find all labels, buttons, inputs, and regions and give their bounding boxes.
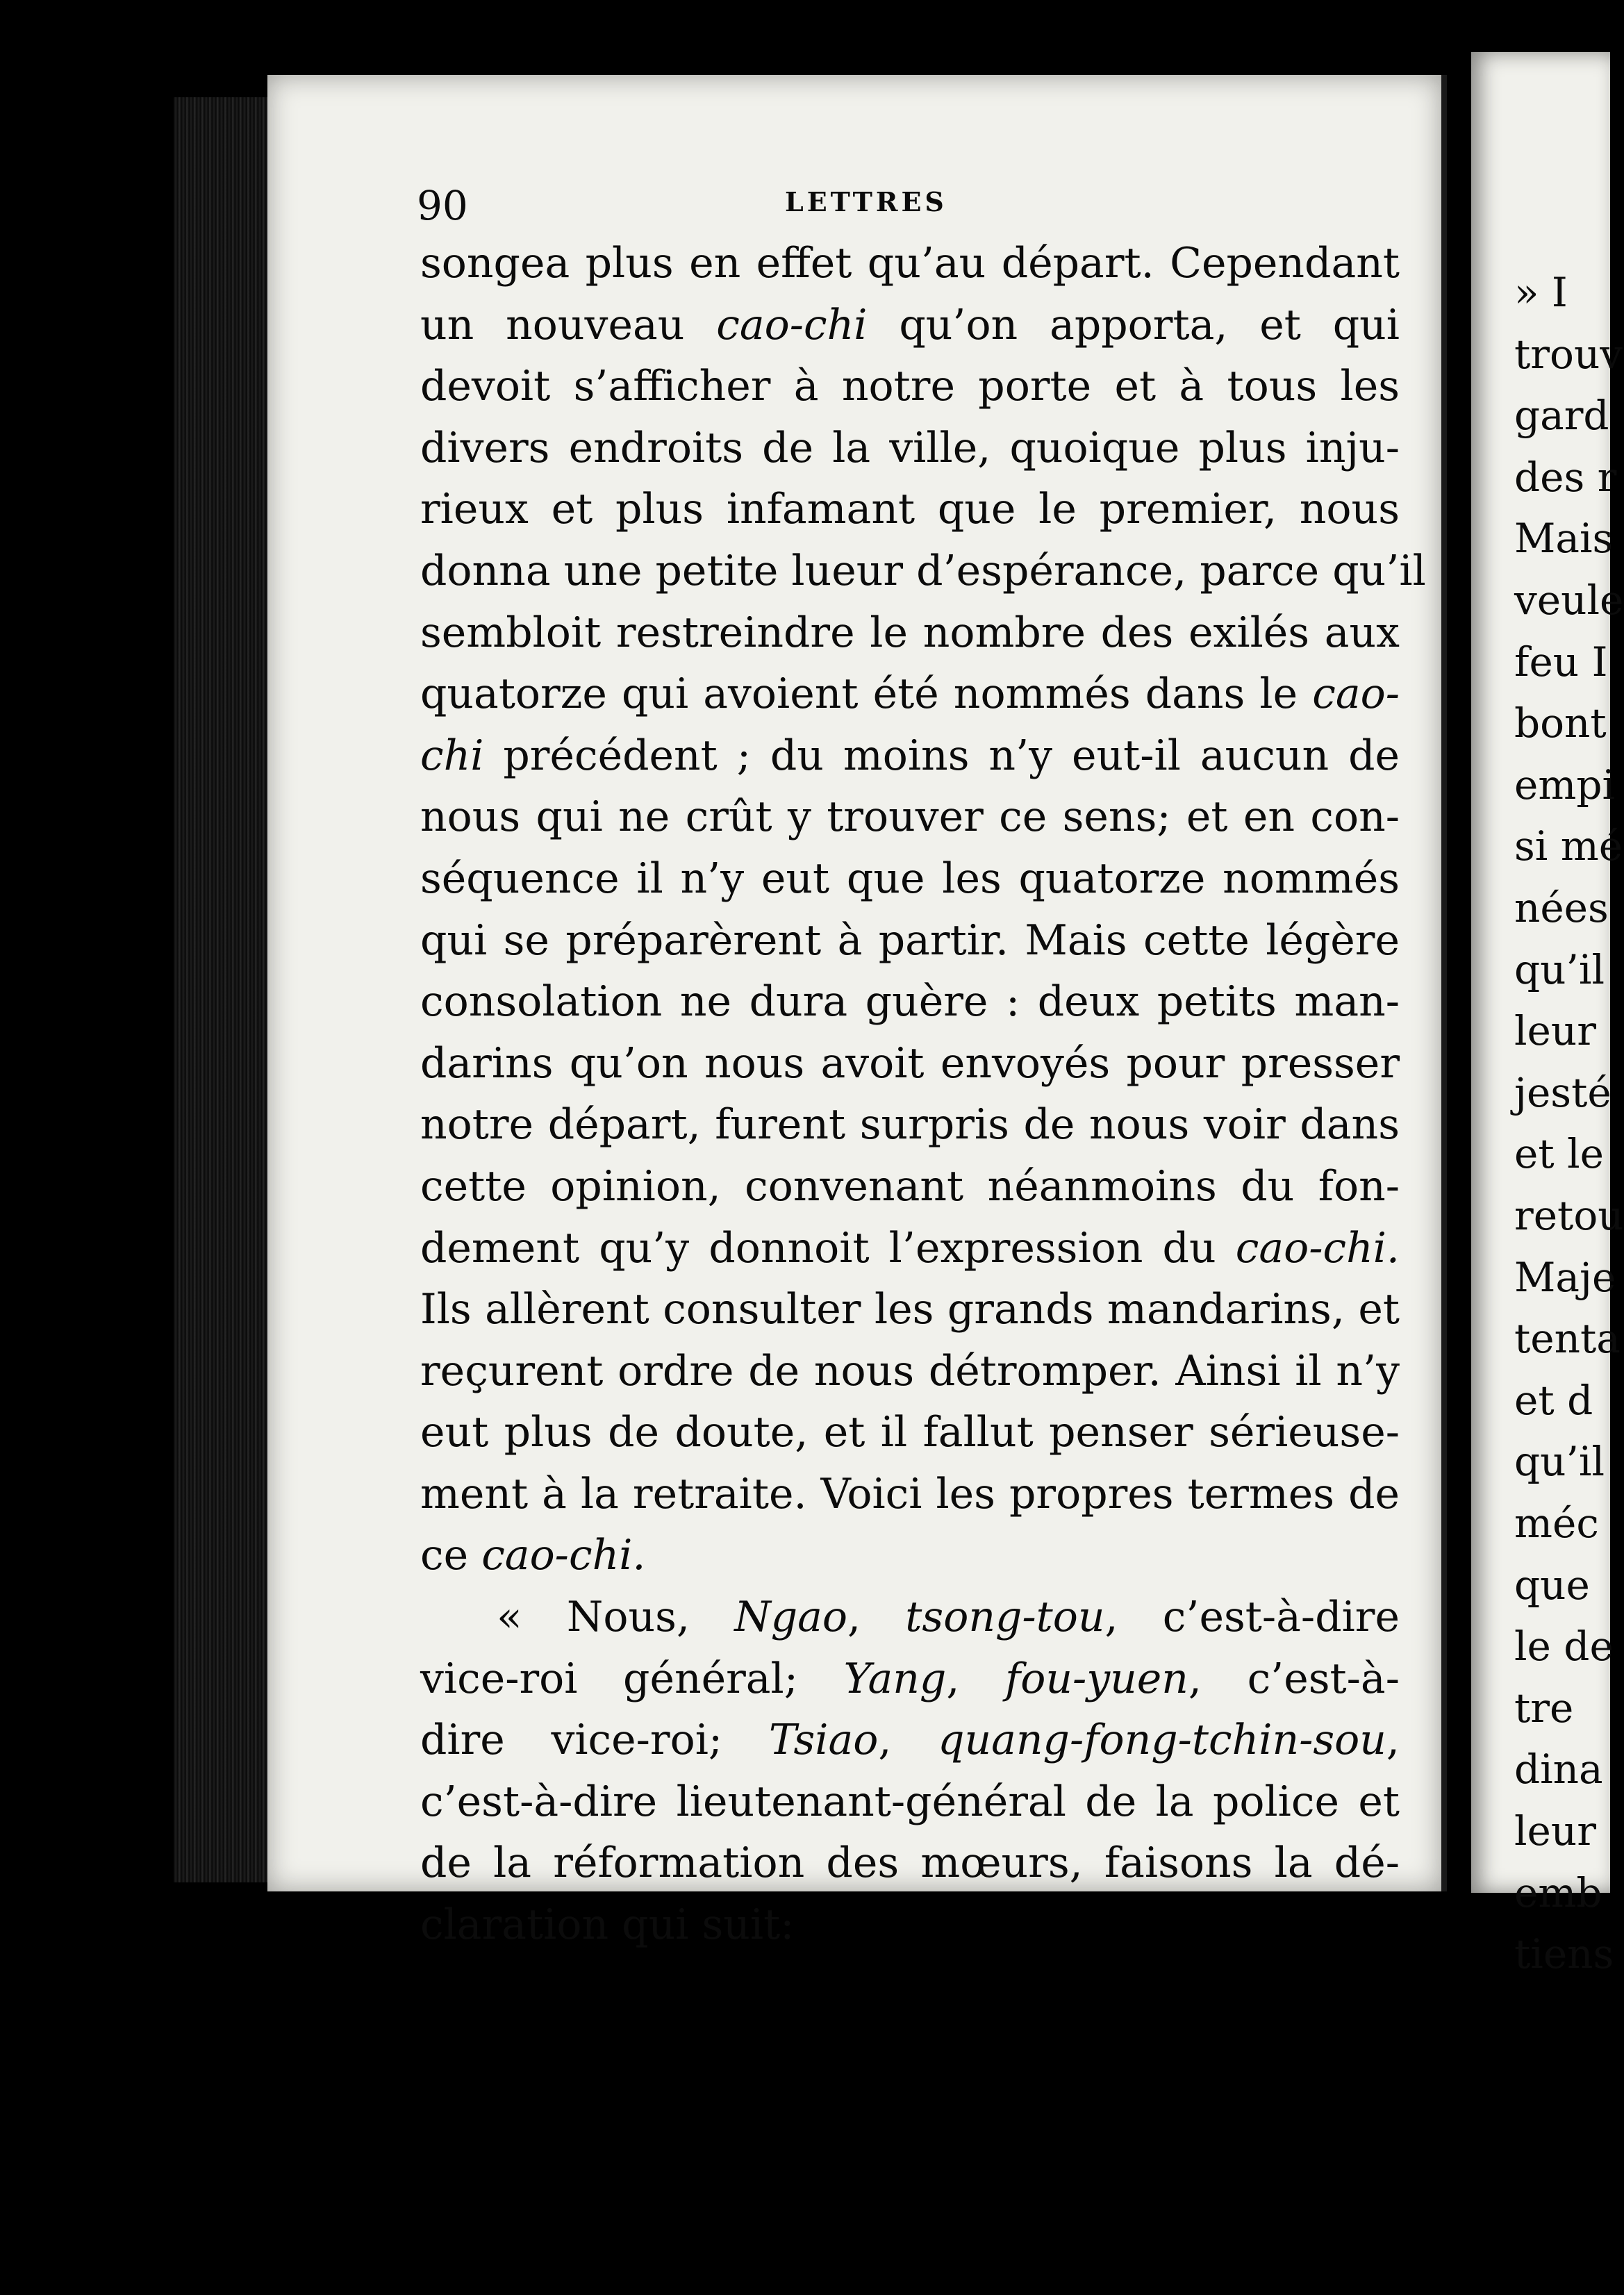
text-run: darins qu’on nous avoit envoyés pour presser — [420, 1038, 1400, 1088]
text-run: qu’on apporta, et qui — [867, 300, 1400, 349]
text-line — [420, 1341, 1400, 1402]
page-number: 90 — [417, 182, 468, 229]
text-run: c’est-à-dire lieutenant-général de la police et — [420, 1777, 1400, 1826]
right-page-line: » I — [1514, 269, 1568, 316]
text-run: quatorze qui avoient été nommés dans le — [420, 670, 1313, 719]
text-run: reçurent ordre de nous détromper. Ainsi il n’y — [420, 1346, 1400, 1395]
text-run: dire vice-roi; — [420, 1716, 769, 1765]
text-line — [420, 602, 1400, 664]
italic-term: cao-chi — [716, 300, 868, 349]
text-run: , c’est-à-dire — [1104, 1593, 1400, 1642]
text-run: qui se préparèrent à partir. Mais cette légère — [420, 915, 1400, 965]
text-run: devoit s’afficher à notre porte et à tous les — [420, 362, 1400, 411]
text-run: « Nous, — [497, 1593, 735, 1642]
italic-term: fou-yuen — [1004, 1654, 1188, 1703]
text-run: dement qu’y donnoit l’expression du — [420, 1223, 1236, 1273]
text-line — [420, 663, 1400, 725]
italic-term: Ngao — [734, 1593, 848, 1642]
right-page-line: jesté — [1514, 1068, 1611, 1116]
text-run: , c’est-à- — [1188, 1654, 1400, 1703]
right-page-line: et d — [1514, 1376, 1593, 1424]
right-page-line: méc — [1514, 1500, 1599, 1547]
right-page-line: retou — [1514, 1192, 1624, 1239]
text-run: , — [878, 1716, 938, 1765]
text-run: un nouveau — [420, 300, 717, 349]
right-page-line: si mé — [1514, 822, 1623, 870]
text-run: cette opinion, convenant néanmoins du fon- — [420, 1161, 1400, 1211]
right-page-line: veule — [1514, 577, 1624, 624]
text-line — [420, 356, 1400, 417]
italic-term: quang-fong-tchin-sou — [938, 1716, 1386, 1765]
right-page-line: qu’il — [1514, 945, 1605, 993]
text-line — [420, 1586, 1400, 1648]
text-line — [420, 1832, 1400, 1894]
text-line — [420, 1218, 1400, 1279]
text-run: ce — [420, 1531, 482, 1580]
italic-term: chi — [420, 731, 484, 780]
text-run: ment à la retraite. Voici les propres termes de — [420, 1469, 1400, 1518]
text-run: consolation ne dura guère : deux petits man- — [420, 977, 1400, 1027]
right-page-line: gard — [1514, 392, 1609, 440]
text-line — [420, 1709, 1400, 1771]
right-page-line: feu I — [1514, 638, 1608, 686]
right-page-line: dina — [1514, 1746, 1603, 1793]
right-page-line: nées — [1514, 884, 1609, 931]
right-page-line: bont — [1514, 699, 1607, 747]
text-run: , — [1386, 1716, 1400, 1765]
italic-term: cao-chi. — [1235, 1223, 1400, 1273]
italic-term: Yang — [843, 1654, 947, 1703]
text-line — [420, 1156, 1400, 1218]
text-run: donna une petite lueur d’espérance, parce qu’il — [420, 546, 1426, 595]
text-line — [420, 1464, 1400, 1525]
text-line — [420, 1094, 1400, 1156]
text-line — [420, 848, 1400, 910]
right-page-line: et le — [1514, 1130, 1604, 1178]
running-head: LETTRES — [785, 186, 947, 217]
right-page-line: leur — [1514, 1007, 1596, 1055]
right-page-line: qu’il — [1514, 1438, 1605, 1486]
right-page-line: Mais — [1514, 515, 1614, 563]
text-line — [420, 786, 1400, 848]
text-line — [420, 1279, 1400, 1341]
text-line — [420, 1033, 1400, 1095]
right-page-line: Maje — [1514, 1253, 1616, 1301]
text-run: notre départ, furent surpris de nous voir dans — [420, 1100, 1400, 1150]
body-text — [420, 233, 1426, 1956]
text-line — [420, 295, 1400, 356]
text-line — [420, 1525, 1400, 1586]
text-line — [420, 1402, 1400, 1464]
text-run: claration qui suit: — [420, 1900, 795, 1950]
right-page-fragment — [1471, 52, 1624, 1978]
right-page-line: trouv — [1514, 330, 1623, 378]
text-line — [420, 971, 1400, 1033]
book-page-edges — [174, 97, 278, 1882]
text-run: précédent ; du moins n’y eut-il aucun de — [483, 731, 1400, 780]
text-line — [420, 1894, 1400, 1956]
italic-term: cao-chi. — [481, 1531, 646, 1580]
right-page-line: tre — [1514, 1684, 1574, 1732]
text-line — [420, 1648, 1400, 1710]
text-run: songea plus en effet qu’au départ. Cependant — [420, 239, 1400, 288]
text-line — [420, 540, 1426, 602]
italic-term: Tsiao — [768, 1716, 879, 1765]
text-run: eut plus de doute, et il fallut penser sérieuse- — [420, 1408, 1400, 1457]
right-page-line: que — [1514, 1561, 1590, 1609]
text-run: divers endroits de la ville, quoique plus inju- — [420, 423, 1400, 472]
text-line — [420, 479, 1400, 540]
text-run: séquence il n’y eut que les quatorze nommés — [420, 854, 1400, 903]
right-page-line: le de — [1514, 1623, 1614, 1671]
text-run: Ils allèrent consulter les grands mandarins, et — [420, 1285, 1400, 1334]
text-run: , — [847, 1593, 906, 1642]
italic-term: cao- — [1312, 670, 1400, 719]
text-run: de la réformation des mœurs, faisons la dé- — [420, 1839, 1400, 1888]
text-line — [420, 1771, 1400, 1833]
right-page-line: empi — [1514, 761, 1615, 809]
text-line — [420, 233, 1400, 295]
right-page-line: des r — [1514, 453, 1617, 501]
text-run: , — [946, 1654, 1005, 1703]
text-run: vice-roi général; — [420, 1654, 844, 1703]
text-line — [420, 417, 1400, 479]
right-page-line: leur — [1514, 1807, 1596, 1855]
text-run: nous qui ne crût y trouver ce sens; et en con- — [420, 793, 1400, 842]
italic-term: tsong-tou — [905, 1593, 1105, 1642]
right-page-line: emb — [1514, 1869, 1602, 1916]
right-page-line: tenta — [1514, 1315, 1621, 1363]
text-run: sembloit restreindre le nombre des exilés aux — [420, 608, 1400, 657]
text-line — [420, 725, 1400, 787]
text-line — [420, 910, 1400, 972]
right-page-line: tiens — [1514, 1930, 1614, 1978]
text-run: rieux et plus infamant que le premier, nous — [420, 485, 1400, 534]
